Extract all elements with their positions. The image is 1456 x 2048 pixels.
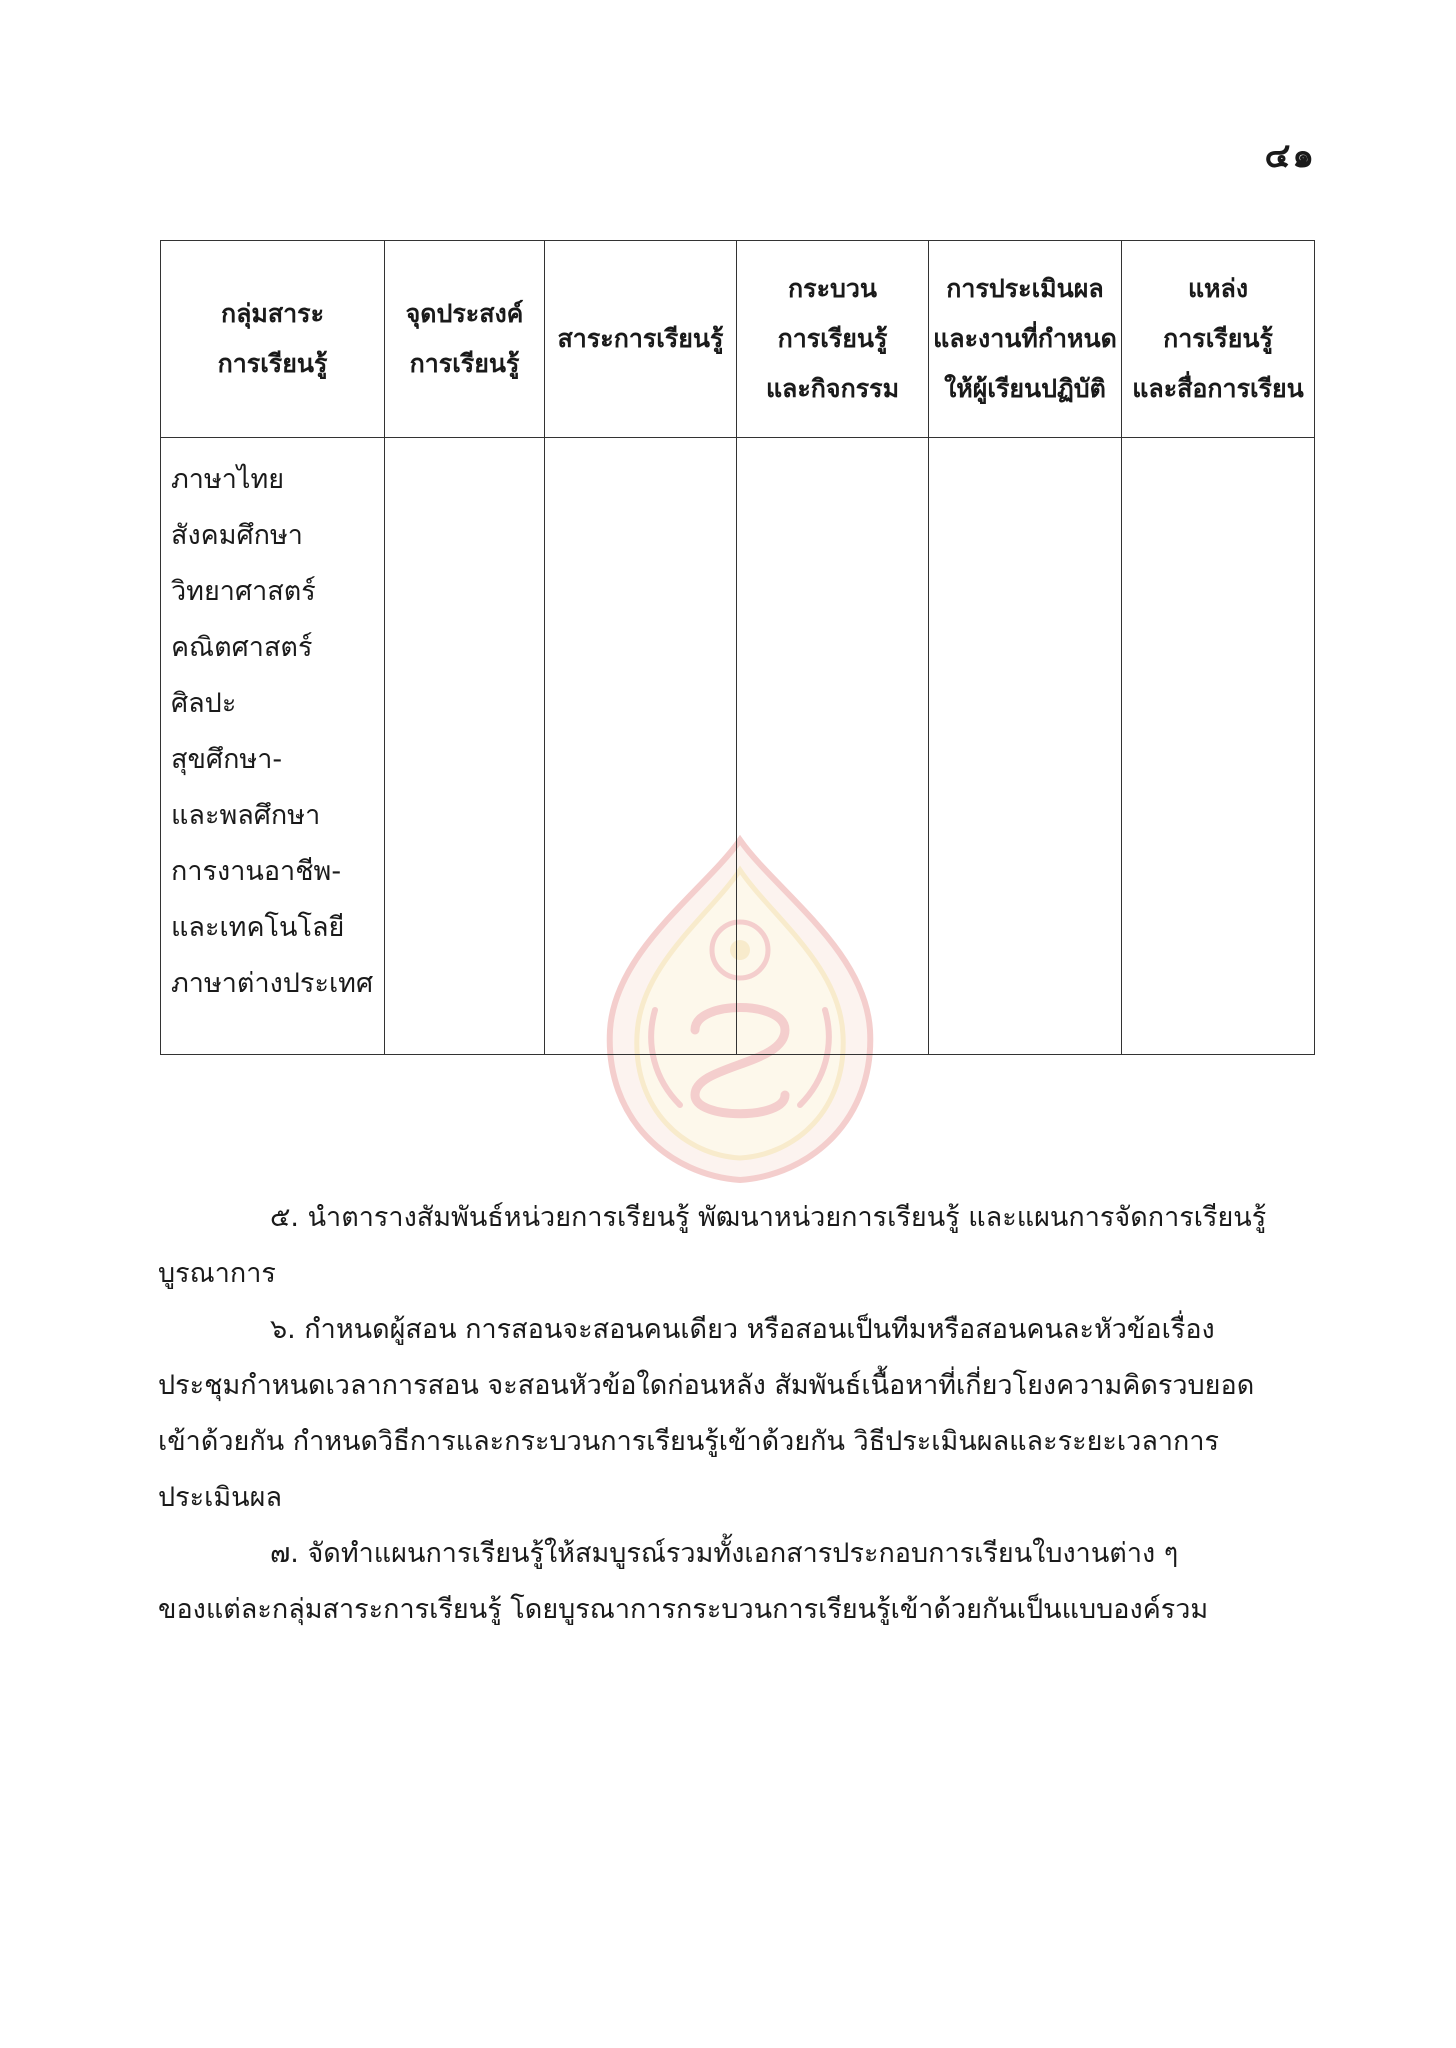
header-learning-process bbox=[737, 241, 929, 438]
header-line: แหล่ง bbox=[1187, 274, 1249, 303]
header-line: กลุ่มสาระ bbox=[220, 299, 325, 328]
paragraph-7-line: ของแต่ละกลุ่มสาระการเรียนรู้ โดยบูรณาการกระบวนการเรียนรู้เข้าด้วยกันเป็นแบบองค์รวม bbox=[158, 1594, 1209, 1625]
paragraph-5-line: ๕. นำตารางสัมพันธ์หน่วยการเรียนรู้ พัฒนาหน่วยการเรียนรู้ และแผนการจัดการเรียนรู้ bbox=[270, 1202, 1267, 1233]
paragraph-7-line: ๗. จัดทำแผนการเรียนรู้ให้สมบูรณ์รวมทั้งเอกสารประกอบการเรียนใบงานต่าง ๆ bbox=[270, 1538, 1179, 1569]
empty-cell bbox=[545, 438, 737, 1055]
header-learning-resources bbox=[1122, 241, 1315, 438]
subject-item: สุขศึกษา- bbox=[171, 744, 283, 775]
header-line: กระบวน bbox=[788, 274, 877, 303]
empty-cell bbox=[385, 438, 545, 1055]
subject-item: ภาษาไทย bbox=[171, 464, 285, 495]
lesson-plan-table bbox=[160, 240, 1315, 1055]
empty-cell bbox=[737, 438, 929, 1055]
paragraph-6-line: ๖. กำหนดผู้สอน การสอนจะสอนคนเดียว หรือสอนเป็นทีมหรือสอนคนละหัวข้อเรื่อง bbox=[270, 1314, 1215, 1345]
table-row bbox=[161, 438, 1315, 1055]
paragraph-6-line: ประเมินผล bbox=[158, 1482, 282, 1513]
subject-item: สังคมศึกษา bbox=[171, 520, 303, 551]
header-line: การเรียนรู้ bbox=[409, 349, 520, 378]
header-line: การประเมินผล bbox=[946, 274, 1104, 303]
paragraph-6-line: เข้าด้วยกัน กำหนดวิธีการและกระบวนการเรียนรู้เข้าด้วยกัน วิธีประเมินผลและระยะเวลาการ bbox=[158, 1426, 1220, 1457]
header-line: จุดประสงค์ bbox=[405, 299, 524, 328]
empty-cell bbox=[929, 438, 1122, 1055]
subjects-cell bbox=[161, 438, 385, 1055]
table-header-row bbox=[161, 241, 1315, 438]
header-line: และกิจกรรม bbox=[765, 374, 900, 403]
header-line: สาระการเรียนรู้ bbox=[557, 324, 724, 353]
subject-item: คณิตศาสตร์ bbox=[171, 632, 313, 663]
subject-item: ศิลปะ bbox=[171, 688, 237, 719]
paragraph-5-line: บูรณาการ bbox=[158, 1258, 276, 1289]
header-line: การเรียนรู้ bbox=[1163, 324, 1273, 353]
subject-item: วิทยาศาสตร์ bbox=[171, 576, 316, 607]
header-line: ให้ผู้เรียนปฏิบัติ bbox=[944, 374, 1106, 403]
header-learning-objectives bbox=[385, 241, 545, 438]
header-line: และงานที่กำหนด bbox=[933, 324, 1117, 353]
header-learning-area bbox=[161, 241, 385, 438]
header-line: และสื่อการเรียน bbox=[1132, 374, 1304, 403]
header-assessment bbox=[929, 241, 1122, 438]
subject-item: ภาษาต่างประเทศ bbox=[171, 968, 374, 999]
header-line: การเรียนรู้ bbox=[777, 324, 888, 353]
subject-item: และพลศึกษา bbox=[171, 800, 321, 831]
empty-cell bbox=[1122, 438, 1315, 1055]
subject-item: และเทคโนโลยี bbox=[171, 912, 345, 943]
header-line: การเรียนรู้ bbox=[217, 349, 328, 378]
subject-item: การงานอาชีพ- bbox=[171, 856, 342, 887]
page-number: ๔๑ bbox=[1264, 136, 1316, 176]
paragraph-6-line: ประชุมกำหนดเวลาการสอน จะสอนหัวข้อใดก่อนหลัง สัมพันธ์เนื้อหาที่เกี่ยวโยงความคิดรวบยอด bbox=[158, 1370, 1255, 1401]
header-learning-content bbox=[545, 241, 737, 438]
body-text bbox=[158, 1190, 1314, 1638]
